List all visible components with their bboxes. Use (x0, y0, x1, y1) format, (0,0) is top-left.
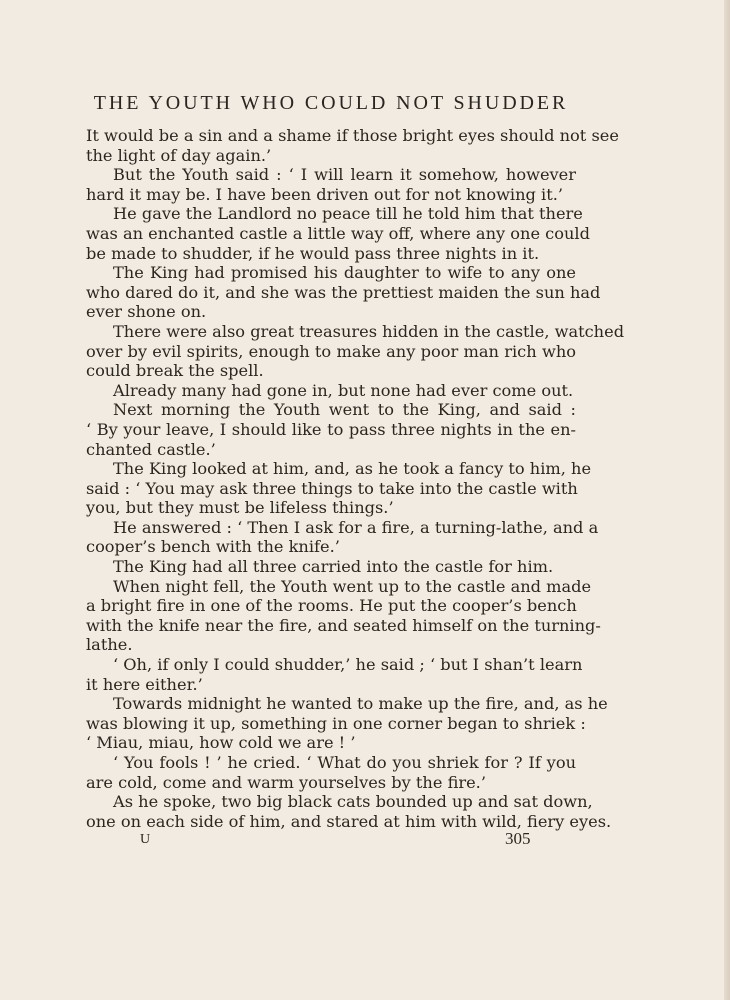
text-line: lathe. (86, 635, 133, 655)
text-line: The King had all three carried into the castle for him. (113, 557, 554, 577)
text-line: the light of day again.’ (86, 145, 272, 165)
text-line: with the knife near the fire, and seated himself on the turning- (86, 615, 601, 635)
text-line: you, but they must be lifeless things.’ (86, 498, 394, 518)
signature-mark: U (140, 832, 151, 847)
text-line: The King looked at him, and, as he took a fancy to him, he (113, 459, 592, 479)
body-text (86, 126, 625, 831)
text-line: are cold, come and warm yourselves by the fire.’ (86, 772, 486, 792)
text-line: There were also great treasures hidden in the castle, watched (113, 321, 625, 341)
text-line: cooper’s bench with the knife.’ (86, 537, 340, 557)
text-line: He answered : ‘ Then I ask for a fire, a turning-lathe, and a (113, 517, 599, 537)
text-line: ‘ By your leave, I should like to pass three nights in the en- (86, 419, 576, 439)
text-line: was blowing it up, something in one corner began to shriek : (86, 713, 586, 733)
text-line: ‘ You fools ! ’ he cried. ‘ What do you shriek for ? If you (113, 753, 576, 772)
running-head: THE YOUTH WHO COULD NOT SHUDDER (93, 92, 569, 114)
text-line: He gave the Landlord no peace till he told him that there (113, 204, 583, 224)
text-line: Already many had gone in, but none had ever come out. (113, 380, 574, 400)
text-line: hard it may be. I have been driven out for not knowing it.’ (86, 184, 564, 204)
text-line: one on each side of him, and stared at him with wild, fiery eyes. (86, 811, 612, 831)
text-line: But the Youth said : ‘ I will learn it somehow, however (113, 165, 576, 185)
text-line: As he spoke, two big black cats bounded up and sat down, (113, 792, 593, 812)
text-line: who dared do it, and she was the prettiest maiden the sun had (86, 282, 601, 302)
text-line: ‘ Miau, miau, how cold we are ! ’ (86, 733, 356, 753)
page-edge-shadow (724, 0, 730, 1000)
page-number: 305 (505, 829, 531, 848)
text-line: said : ‘ You may ask three things to take into the castle with (86, 478, 578, 498)
text-line: was an enchanted castle a little way off, where any one could (86, 223, 590, 243)
text-line: be made to shudder, if he would pass three nights in it. (86, 243, 540, 263)
text-line: could break the spell. (86, 361, 264, 381)
text-line: ever shone on. (86, 302, 207, 322)
text-line: over by evil spirits, enough to make any poor man rich who (86, 341, 576, 361)
text-line: it here either.’ (86, 674, 203, 694)
text-line: chanted castle.’ (86, 439, 216, 459)
text-line: It would be a sin and a shame if those bright eyes should not see (86, 126, 619, 145)
text-line: The King had promised his daughter to wife to any one (113, 263, 576, 283)
text-line: a bright fire in one of the rooms. He put the cooper’s bench (86, 596, 577, 616)
text-line: When night fell, the Youth went up to the castle and made (113, 576, 592, 596)
text-line: Towards midnight he wanted to make up the fire, and, as he (113, 694, 608, 714)
text-line: Next morning the Youth went to the King, and said : (113, 400, 576, 420)
text-line: ‘ Oh, if only I could shudder,’ he said ; ‘ but I shan’t learn (113, 655, 583, 675)
